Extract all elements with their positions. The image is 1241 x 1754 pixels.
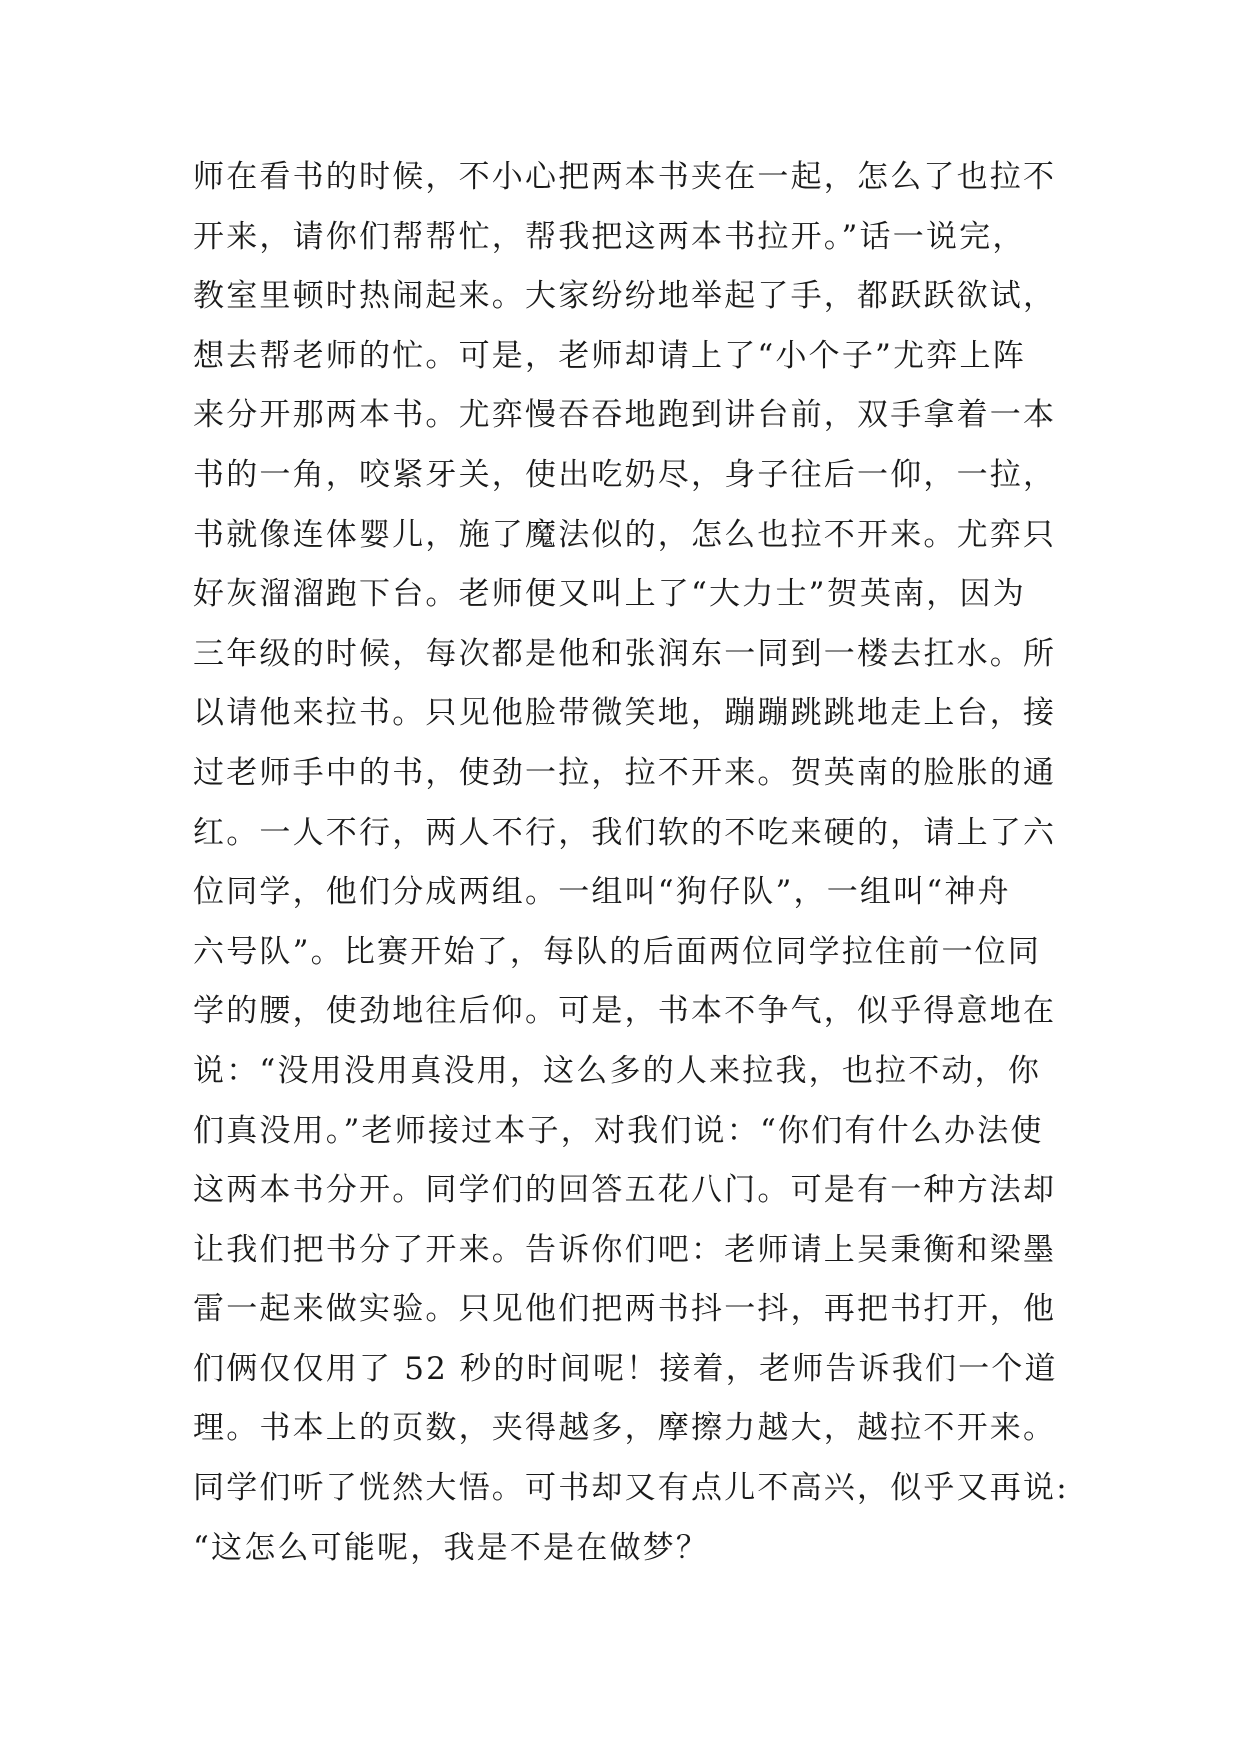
- text-line: 开来，请你们帮帮忙，帮我把这两本书拉开。”话一说完，: [193, 218, 1026, 255]
- text-line: 理。书本上的页数，夹得越多，摩擦力越大，越拉不开来。: [193, 1410, 1057, 1447]
- text-line: 说：“没用没用真没用，这么多的人来拉我，也拉不动，你: [193, 1052, 1042, 1089]
- text-line: 六号队”。比赛开始了，每队的后面两位同学拉住前一位同: [193, 933, 1042, 970]
- text-line: 想去帮老师的忙。可是，老师却请上了“小个子”尤弈上阵: [193, 337, 1026, 374]
- text-line: 好灰溜溜跑下台。老师便又叫上了“大力士”贺英南，因为: [193, 576, 1026, 613]
- text-line: 们俩仅仅用了 52 秒的时间呢！接着，老师告诉我们一个道: [193, 1350, 1058, 1387]
- text-line: 过老师手中的书，使劲一拉，拉不开来。贺英南的脸胀的通: [193, 754, 1057, 791]
- text-line: 师在看书的时候，不小心把两本书夹在一起，怎么了也拉不: [193, 159, 1057, 195]
- text-line: 让我们把书分了开来。告诉你们吧：老师请上吴秉衡和梁墨: [193, 1231, 1057, 1268]
- text-line: 书就像连体婴儿，施了魔法似的，怎么也拉不开来。尤弈只: [193, 516, 1057, 553]
- text-line: 书的一角，咬紧牙关，使出吃奶尽，身子往后一仰，一拉，: [193, 456, 1057, 493]
- text-line: 这两本书分开。同学们的回答五花八门。可是有一种方法却: [193, 1172, 1057, 1209]
- text-line: 们真没用。”老师接过本子，对我们说：“你们有什么办法使: [193, 1112, 1044, 1149]
- text-line: 三年级的时候，每次都是他和张润东一同到一楼去扛水。所: [193, 635, 1057, 672]
- text-line: 同学们听了恍然大悟。可书却又有点儿不高兴，似乎又再说:: [193, 1470, 1069, 1507]
- text-line: 以请他来拉书。只见他脸带微笑地，蹦蹦跳跳地走上台，接: [193, 695, 1057, 732]
- text-line: 学的腰，使劲地往后仰。可是，书本不争气，似乎得意地在: [193, 993, 1057, 1030]
- body-text: [193, 157, 1093, 1587]
- text-line: “这怎么可能呢，我是不是在做梦？: [193, 1529, 710, 1566]
- text-line: 位同学，他们分成两组。一组叫“狗仔队”，一组叫“神舟: [193, 874, 1011, 911]
- text-line: 红。一人不行，两人不行，我们软的不吃来硬的，请上了六: [193, 814, 1057, 851]
- text-line: 雷一起来做实验。只见他们把两书抖一抖，再把书打开，他: [193, 1291, 1057, 1328]
- text-line: 教室里顿时热闹起来。大家纷纷地举起了手，都跃跃欲试，: [193, 278, 1057, 315]
- text-line: 来分开那两本书。尤弈慢吞吞地跑到讲台前，双手拿着一本: [193, 397, 1057, 434]
